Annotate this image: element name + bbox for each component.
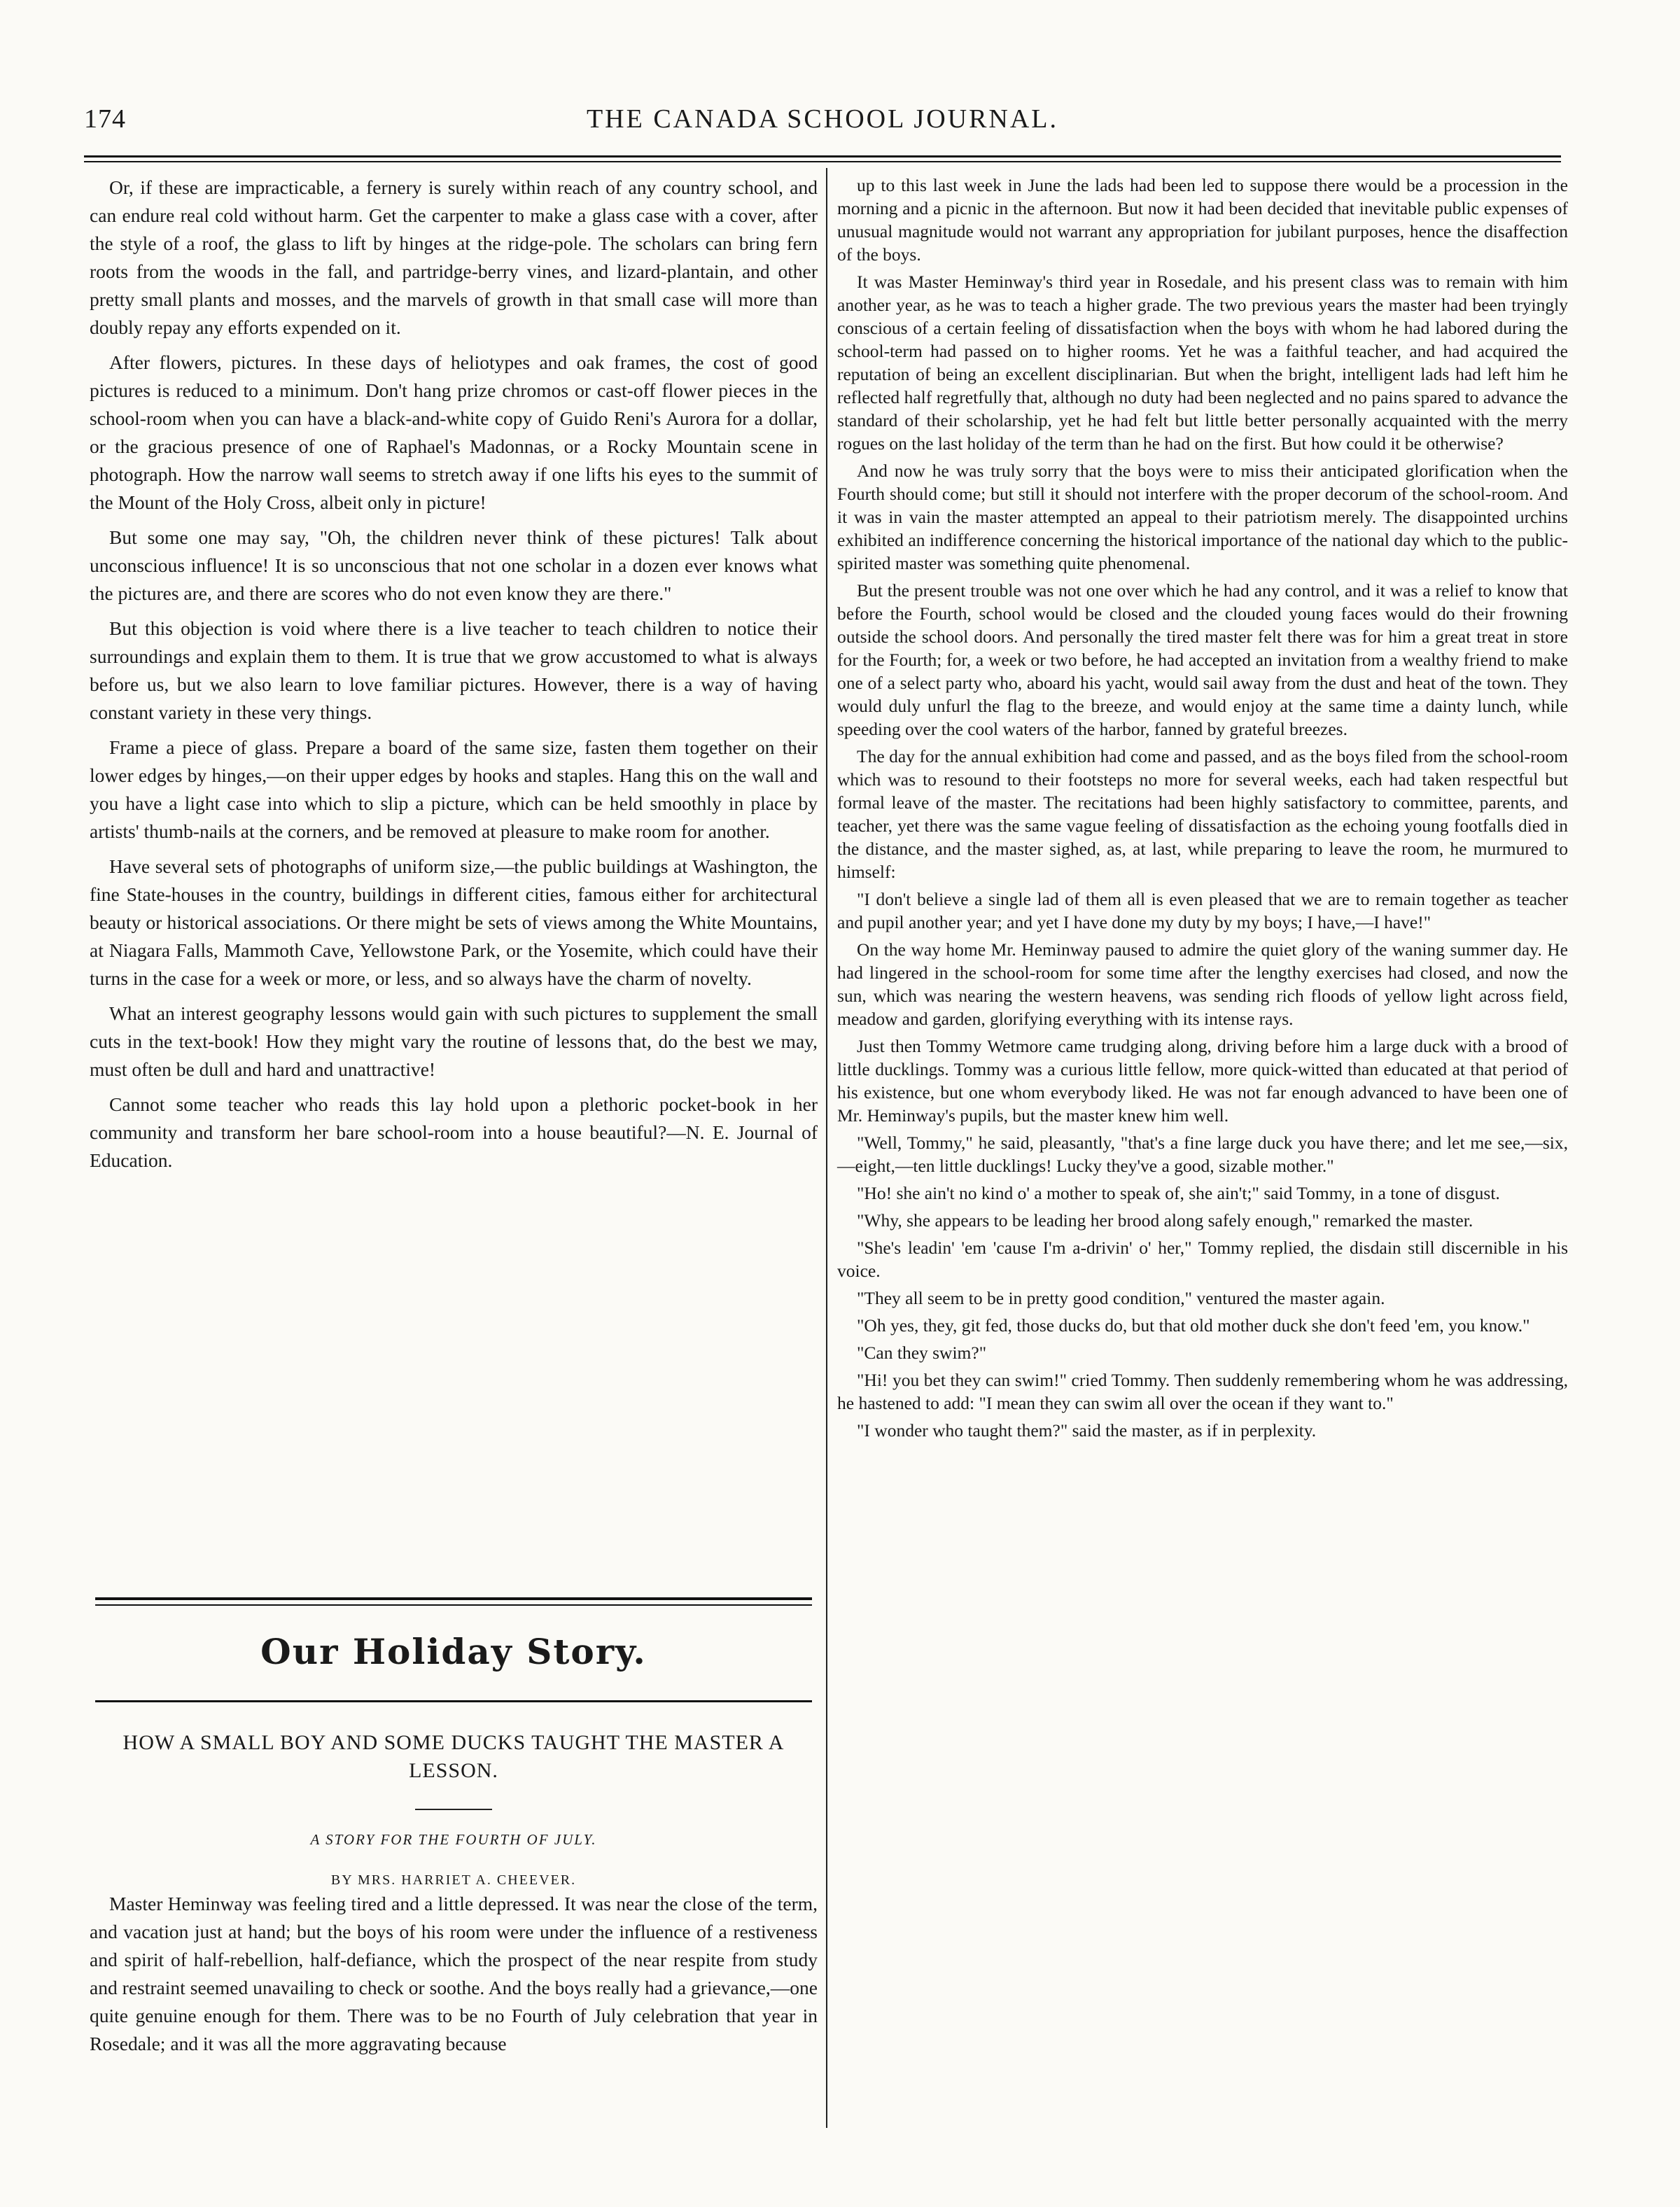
journal-title: THE CANADA SCHOOL JOURNAL. [586, 104, 1059, 134]
paragraph: It was Master Heminway's third year in Rosedale, and his present class was to remain with him another year, as he was to teach a higher grade. The two previous years the master had been tryingly conscious of a certain feeling of dissatisfaction when the boys with whom he had labored during the school-term had passed on to higher rooms. Yet he was a faithful teacher, and had acquired the reputation of being an excellent disciplinarian. But when the bright, intelligent lads had left him he reflected half regretfully that, although no duty had been neglected and no pains spared to advance the standard of their scholarship, yet he had felt but little better personally acquainted with the merry rogues on the last holiday of the term than he had on the first. But how could it be otherwise? [837, 272, 1568, 454]
paragraph: "Can they swim?" [857, 1343, 987, 1363]
paragraph: Master Heminway was feeling tired and a little depressed. It was near the close of the term, and vacation just at hand; but the boys of his room were under the influence of a restiveness and spirit of half-rebellion, half-defiance, which the prospect of the near respite from study and restraint seemed unavailing to check or soothe. And the boys really had a grievance,—one quite genuine enough for them. There was to be no Fourth of July celebration that year in Rosedale; and it was all the more aggravating because [90, 1893, 818, 2054]
header-rule [84, 155, 1561, 162]
section-rule [95, 1700, 812, 1702]
paragraph: But the present trouble was not one over which he had any control, and it was a relief to know that before the Fourth, school would be closed and the clouded young faces would do their frowning outside the school doors. And personally the tired master felt there was for him a great treat in store for the Fourth; for, a week or two before, he had accepted an invitation from a wealthy friend to make one of a select party who, aboard his yacht, would sail away from the dust and heat of the town. They would duly unfurl the flag to the breeze, and would enjoy at the same time a dainty lunch, while speeding over the cool waters of the harbor, fanned by grateful breezes. [837, 580, 1568, 739]
paragraph: "Oh yes, they, git fed, those ducks do, but that old mother duck she don't feed 'em, you know." [857, 1315, 1530, 1336]
paragraph: "I don't believe a single lad of them all is even pleased that we are to remain together as teacher and pupil another year; and yet I have done my duty by my boys; I have,—I have!" [837, 889, 1568, 932]
paragraph: "Well, Tommy," he said, pleasantly, "that's a fine large duck you have there; and let me see,—six,—eight,—ten little ducklings! Lucky they've a good, sizable mother." [837, 1133, 1568, 1176]
story-opening [90, 1890, 818, 2121]
paragraph: But this objection is void where there is a live teacher to teach children to notice their surroundings and explain them to them. It is true that we grow accustomed to what is always before us, but we also learn to love familiar pictures. However, there is a way of having constant variety in these very things. [90, 617, 818, 723]
page-number: 174 [84, 104, 126, 134]
divider [415, 1809, 492, 1810]
paragraph: The day for the annual exhibition had come and passed, and as the boys filed from the school-room which was to resound to their footsteps no more for several weeks, each had taken respectful but formal leave of the master. The recitations had been highly satisfactory to committee, parents, and teacher, yet there was the same vague feeling of dissatisfaction as the echoing young footfalls died in the distance, and the master sighed, as, at last, while preparing to leave the room, he murmured to himself: [837, 746, 1568, 882]
paragraph: "Hi! you bet they can swim!" cried Tommy. Then suddenly remembering whom he was addressing, he hastened to add: "I mean they can swim all over the ocean if they want to." [837, 1370, 1568, 1413]
section-rule [95, 1597, 812, 1606]
paragraph: Just then Tommy Wetmore came trudging along, driving before him a large duck with a brood of little ducklings. Tommy was a curious little fellow, more quick-witted than educated at that period of his existence, but one whom everybody liked. He was not far enough advanced to have been one of Mr. Heminway's pupils, but the master knew him well. [837, 1036, 1568, 1126]
paragraph: After flowers, pictures. In these days of heliotypes and oak frames, the cost of good pictures is reduced to a minimum. Don't hang prize chromos or cast-off flower pieces in the school-room when you can have a black-and-white copy of Guido Reni's Aurora for a dollar, or the gracious presence of one of Raphael's Madonnas, or a Rocky Mountain scene in photograph. How the narrow wall seems to stretch away if one lifts his eyes to the summit of the Mount of the Holy Cross, albeit only in picture! [90, 351, 818, 513]
paragraph: "I wonder who taught them?" said the master, as if in perplexity. [857, 1420, 1317, 1441]
paragraph: Cannot some teacher who reads this lay hold upon a plethoric pocket-book in her community and transform her bare school-room into a house beautiful?—N. E. Journal of Education. [90, 1093, 818, 1171]
story-byline: BY MRS. HARRIET A. CHEEVER. [330, 1872, 577, 1888]
paragraph: But some one may say, "Oh, the children never think of these pictures! Talk about unconscious influence! It is so unconscious that not one scholar in a dozen ever knows what the pictures are, and there are scores who do not even know they are there." [90, 526, 818, 604]
column-divider [826, 168, 827, 2128]
paragraph: What an interest geography lessons would gain with such pictures to supplement the small cuts in the text-book! How they might vary the routine of lessons that, do the best we may, must often be dull and hard and unattractive! [90, 1002, 818, 1080]
paragraph: Or, if these are impracticable, a fernery is surely within reach of any country school, and can endure real cold without harm. Get the carpenter to make a glass case with a cover, after the style of a roof, the glass to lift by hinges at the ridge-pole. The scholars can bring fern roots from the woods in the fall, and partridge-berry vines, and lizard-plantain, and other pretty small plants and mosses, and the marvels of growth in that small case will more than doubly repay any efforts expended on it. [90, 176, 818, 338]
paragraph: Frame a piece of glass. Prepare a board of the same size, fasten them together on their lower edges by hinges,—on their upper edges by hooks and staples. Hang this on the wall and you have a light case into which to slip a picture, which can be held smoothly in place by artists' thumb-nails at the corners, and be removed at pleasure to make room for another. [90, 736, 818, 842]
section-heading: Our Holiday Story. [260, 1631, 647, 1672]
right-column [837, 174, 1568, 2127]
paragraph: On the way home Mr. Heminway paused to admire the quiet glory of the waning summer day. He had lingered in the school-room for some time after the lengthy exercises had closed, and now the sun, which was nearing the western heavens, was sending rich floods of yellow light across field, meadow and garden, glorifying everything with its intense rays. [837, 939, 1568, 1029]
story-subtitle: A STORY FOR THE FOURTH OF JULY. [310, 1831, 597, 1848]
paragraph: Have several sets of photographs of uniform size,—the public buildings at Washington, the fine State-houses in the country, buildings in different cities, famous either for architectural beauty or historical associations. Or there might be sets of views among the White Mountains, at Niagara Falls, Mammoth Cave, Yellowstone Park, or the Yosemite, which could have their turns in the case for a week or more, or less, and so always have the charm of novelty. [90, 855, 818, 989]
paragraph: "Why, she appears to be leading her brood along safely enough," remarked the master. [857, 1210, 1474, 1231]
page-header [84, 91, 1561, 141]
paragraph: "She's leadin' 'em 'cause I'm a-drivin' o' her," Tommy replied, the disdain still discernible in his voice. [837, 1238, 1568, 1281]
story-title: HOW A SMALL BOY AND SOME DUCKS TAUGHT THE MASTER A LESSON. [122, 1731, 785, 1782]
paragraph: up to this last week in June the lads had been led to suppose there would be a procession in the morning and a picnic in the afternoon. But now it had been decided that inevitable public expenses of unusual magnitude would not warrant any appropriation for jubilant purposes, hence the disaffection of the boys. [837, 175, 1568, 265]
left-column [90, 174, 818, 1679]
paragraph: "They all seem to be in pretty good condition," ventured the master again. [857, 1288, 1385, 1308]
paragraph: "Ho! she ain't no kind o' a mother to speak of, she ain't;" said Tommy, in a tone of disgust. [857, 1183, 1500, 1203]
paragraph: And now he was truly sorry that the boys were to miss their anticipated glorification when the Fourth should come; but still it should not interfere with the proper decorum of the school-room. And it was in vain the master attempted an appeal to their patriotism merely. The disappointed urchins exhibited an indifference concerning the historical importance of the national day which to the public-spirited master was something quite phenomenal. [837, 461, 1568, 573]
story-header [90, 1597, 818, 1889]
